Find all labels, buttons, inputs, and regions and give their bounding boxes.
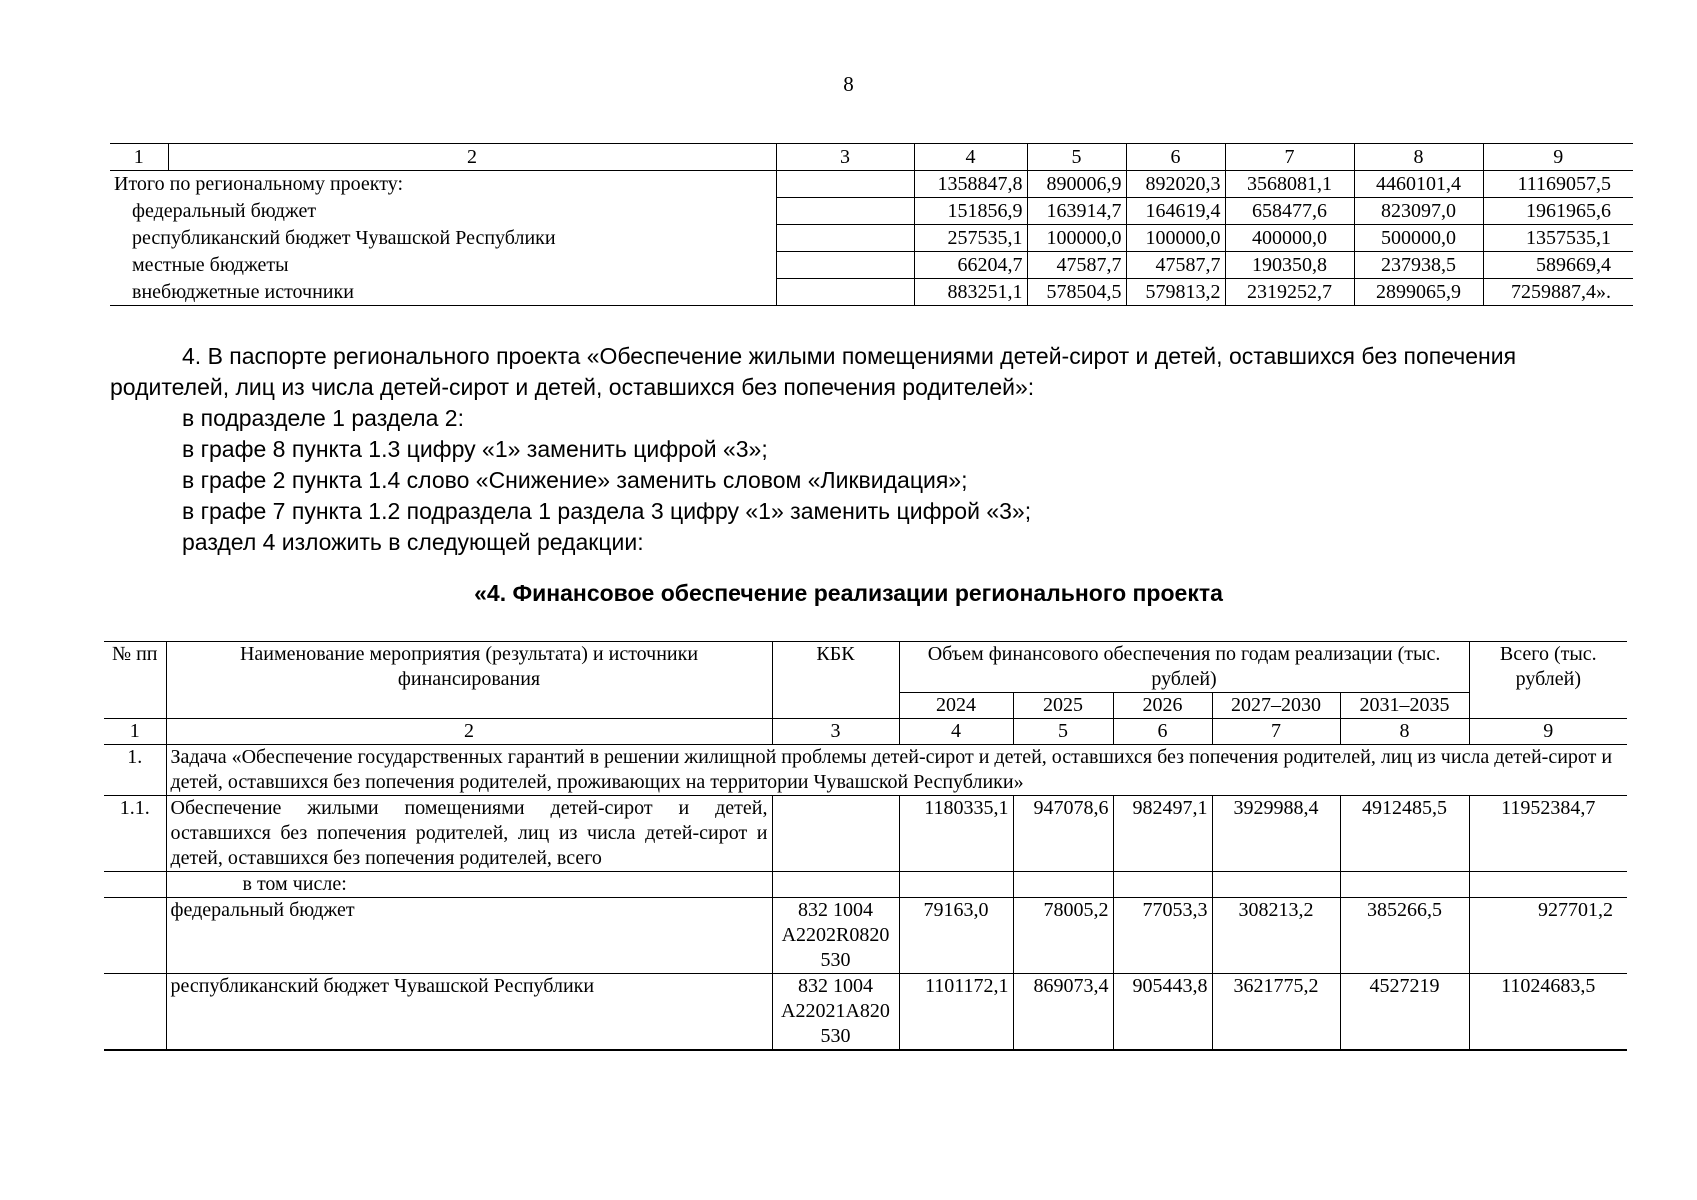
year-header: 2026 <box>1113 693 1212 719</box>
task-number: 1. <box>104 745 166 796</box>
kbk-line: 832 1004 <box>798 975 873 997</box>
value-cell: 78005,2 <box>1013 898 1113 974</box>
col-number: 6 <box>1113 719 1212 745</box>
section-title: «4. Финансовое обеспечение реализации регионального проекта <box>474 580 1223 606</box>
amendment-line: в графе 7 пункта 1.2 подраздела 1 раздела 3 цифру «1» заменить цифрой «3»; <box>182 498 1032 524</box>
including-label: в том числе: <box>166 872 772 898</box>
value-cell: 163914,7 <box>1027 198 1126 225</box>
kbk-line: А2202R0820 <box>781 924 890 946</box>
empty-cell <box>1013 872 1113 898</box>
value-cell: 11169057,5 <box>1483 171 1633 198</box>
table-row <box>110 225 1633 252</box>
col-number: 5 <box>1027 144 1126 171</box>
value-cell: 77053,3 <box>1113 898 1212 974</box>
kbk-cell <box>776 252 914 279</box>
value-cell: 658477,6 <box>1225 198 1354 225</box>
project-total-table <box>110 143 1633 306</box>
value-cell: 400000,0 <box>1225 225 1354 252</box>
value-cell: 100000,0 <box>1126 225 1225 252</box>
value-cell: 2899065,9 <box>1354 279 1483 306</box>
value-cell: 2319252,7 <box>1225 279 1354 306</box>
year-header: 2024 <box>899 693 1013 719</box>
item-number: 1.1. <box>104 796 166 872</box>
value-cell: 500000,0 <box>1354 225 1483 252</box>
value-cell: 1961965,6 <box>1483 198 1633 225</box>
value-cell: 823097,0 <box>1354 198 1483 225</box>
empty-cell <box>104 898 166 974</box>
value-cell: 237938,5 <box>1354 252 1483 279</box>
col-number: 9 <box>1469 719 1627 745</box>
column-number-row <box>110 144 1633 171</box>
empty-cell <box>104 974 166 1051</box>
row-label: местные бюджеты <box>132 253 289 276</box>
col-number: 9 <box>1483 144 1633 171</box>
item-name: Обеспечение жилыми помещениями детей-сирот и детей, оставшихся без попечения родителей, лиц из числа детей-сирот и детей, оставшихся без попечения родителей, всего <box>166 796 772 872</box>
value-cell: 79163,0 <box>899 898 1013 974</box>
value-cell: 4912485,5 <box>1340 796 1469 872</box>
value-cell: 3621775,2 <box>1212 974 1340 1051</box>
volume-header: Объем финансового обеспечения по годам реализации (тыс. рублей) <box>899 642 1469 693</box>
value-cell: 3929988,4 <box>1212 796 1340 872</box>
value-cell: 151856,9 <box>914 198 1027 225</box>
amendment-intro: 4. В паспорте регионального проекта «Обеспечение жилыми помещениями детей-сирот и детей, оставшихся без попечения родителей, лиц из числа детей-сирот и детей, оставшихся без попечения родителей»: <box>110 343 1517 400</box>
year-header: 2025 <box>1013 693 1113 719</box>
value-cell: 927701,2 <box>1469 898 1627 974</box>
col-number: 3 <box>776 144 914 171</box>
kbk-cell <box>776 279 914 306</box>
amendment-text <box>110 341 1630 558</box>
value-cell: 869073,4 <box>1013 974 1113 1051</box>
empty-cell <box>1340 872 1469 898</box>
value-cell: 47587,7 <box>1126 252 1225 279</box>
value-cell: 66204,7 <box>914 252 1027 279</box>
empty-cell <box>1212 872 1340 898</box>
kbk-line: 530 <box>820 1025 851 1047</box>
col-number: 7 <box>1212 719 1340 745</box>
col-number: 1 <box>110 144 168 171</box>
item-row <box>104 796 1627 872</box>
row-label: федеральный бюджет <box>132 199 317 222</box>
kbk-cell <box>776 171 914 198</box>
kbk-line: 530 <box>820 949 851 971</box>
kbk-cell <box>776 225 914 252</box>
col-number: 5 <box>1013 719 1113 745</box>
value-cell: 1180335,1 <box>899 796 1013 872</box>
empty-cell <box>1113 872 1212 898</box>
kbk-line: 832 1004 <box>798 899 873 921</box>
amendment-line: раздел 4 изложить в следующей редакции: <box>182 529 644 555</box>
year-header: 2027–2030 <box>1212 693 1340 719</box>
table-row <box>110 198 1633 225</box>
value-cell: 100000,0 <box>1027 225 1126 252</box>
kbk-cell <box>772 898 899 974</box>
total-header: Всего (тыс. рублей) <box>1469 642 1627 719</box>
value-cell: 47587,7 <box>1027 252 1126 279</box>
value-cell: 890006,9 <box>1027 171 1126 198</box>
column-number-row <box>104 719 1627 745</box>
kbk-line: А22021А820 <box>781 1000 890 1022</box>
table-row <box>110 279 1633 306</box>
num-header: № пп <box>104 642 166 719</box>
source-name: республиканский бюджет Чувашской Республики <box>166 974 772 1051</box>
value-cell: 190350,8 <box>1225 252 1354 279</box>
value-cell: 892020,3 <box>1126 171 1225 198</box>
table-row <box>110 252 1633 279</box>
page-number: 8 <box>843 72 854 96</box>
value-cell: 947078,6 <box>1013 796 1113 872</box>
source-row <box>104 974 1627 1051</box>
source-name: федеральный бюджет <box>166 898 772 974</box>
col-number: 8 <box>1340 719 1469 745</box>
value-cell: 982497,1 <box>1113 796 1212 872</box>
col-number: 1 <box>104 719 166 745</box>
year-header: 2031–2035 <box>1340 693 1469 719</box>
col-number: 3 <box>772 719 899 745</box>
empty-cell <box>772 872 899 898</box>
value-cell: 579813,2 <box>1126 279 1225 306</box>
empty-cell <box>104 872 166 898</box>
empty-cell <box>1469 872 1627 898</box>
col-number: 7 <box>1225 144 1354 171</box>
row-label: Итого по региональному проекту: <box>114 173 403 195</box>
kbk-cell <box>772 974 899 1051</box>
value-cell: 1101172,1 <box>899 974 1013 1051</box>
including-row <box>104 872 1627 898</box>
task-text: Задача «Обеспечение государственных гарантий в решении жилищной проблемы детей-сирот и детей, оставшихся без попечения родителей, лиц из числа детей-сирот и детей, оставшихся без попечения родителей, проживающих на территории Чувашской Республики» <box>166 745 1627 796</box>
amendment-line: в графе 8 пункта 1.3 цифру «1» заменить цифрой «3»; <box>182 436 768 462</box>
name-header: Наименование мероприятия (результата) и источники финансирования <box>166 642 772 719</box>
empty-cell <box>899 872 1013 898</box>
kbk-header: КБК <box>772 642 899 719</box>
value-cell: 589669,4 <box>1483 252 1633 279</box>
col-number: 4 <box>914 144 1027 171</box>
value-cell: 308213,2 <box>1212 898 1340 974</box>
col-number: 4 <box>899 719 1013 745</box>
row-label: республиканский бюджет Чувашской Республики <box>132 226 556 249</box>
source-row <box>104 898 1627 974</box>
col-number: 6 <box>1126 144 1225 171</box>
value-cell: 11952384,7 <box>1469 796 1627 872</box>
col-number: 2 <box>166 719 772 745</box>
value-cell: 905443,8 <box>1113 974 1212 1051</box>
task-row <box>104 745 1627 796</box>
value-cell: 1358847,8 <box>914 171 1027 198</box>
value-cell: 4460101,4 <box>1354 171 1483 198</box>
col-number: 2 <box>168 144 776 171</box>
value-cell: 1357535,1 <box>1483 225 1633 252</box>
value-cell: 4527219 <box>1340 974 1469 1051</box>
header-row <box>104 642 1627 693</box>
value-cell: 257535,1 <box>914 225 1027 252</box>
amendment-line: в подразделе 1 раздела 2: <box>182 405 464 431</box>
value-cell: 883251,1 <box>914 279 1027 306</box>
kbk-cell <box>772 796 899 872</box>
kbk-cell <box>776 198 914 225</box>
value-cell: 164619,4 <box>1126 198 1225 225</box>
value-cell: 385266,5 <box>1340 898 1469 974</box>
value-cell: 3568081,1 <box>1225 171 1354 198</box>
amendment-line: в графе 2 пункта 1.4 слово «Снижение» заменить словом «Ликвидация»; <box>182 467 968 493</box>
table-row <box>110 171 1633 198</box>
value-cell: 7259887,4». <box>1483 279 1633 306</box>
value-cell: 11024683,5 <box>1469 974 1627 1051</box>
finance-table <box>104 641 1627 1051</box>
row-label: внебюджетные источники <box>132 280 354 303</box>
col-number: 8 <box>1354 144 1483 171</box>
value-cell: 578504,5 <box>1027 279 1126 306</box>
